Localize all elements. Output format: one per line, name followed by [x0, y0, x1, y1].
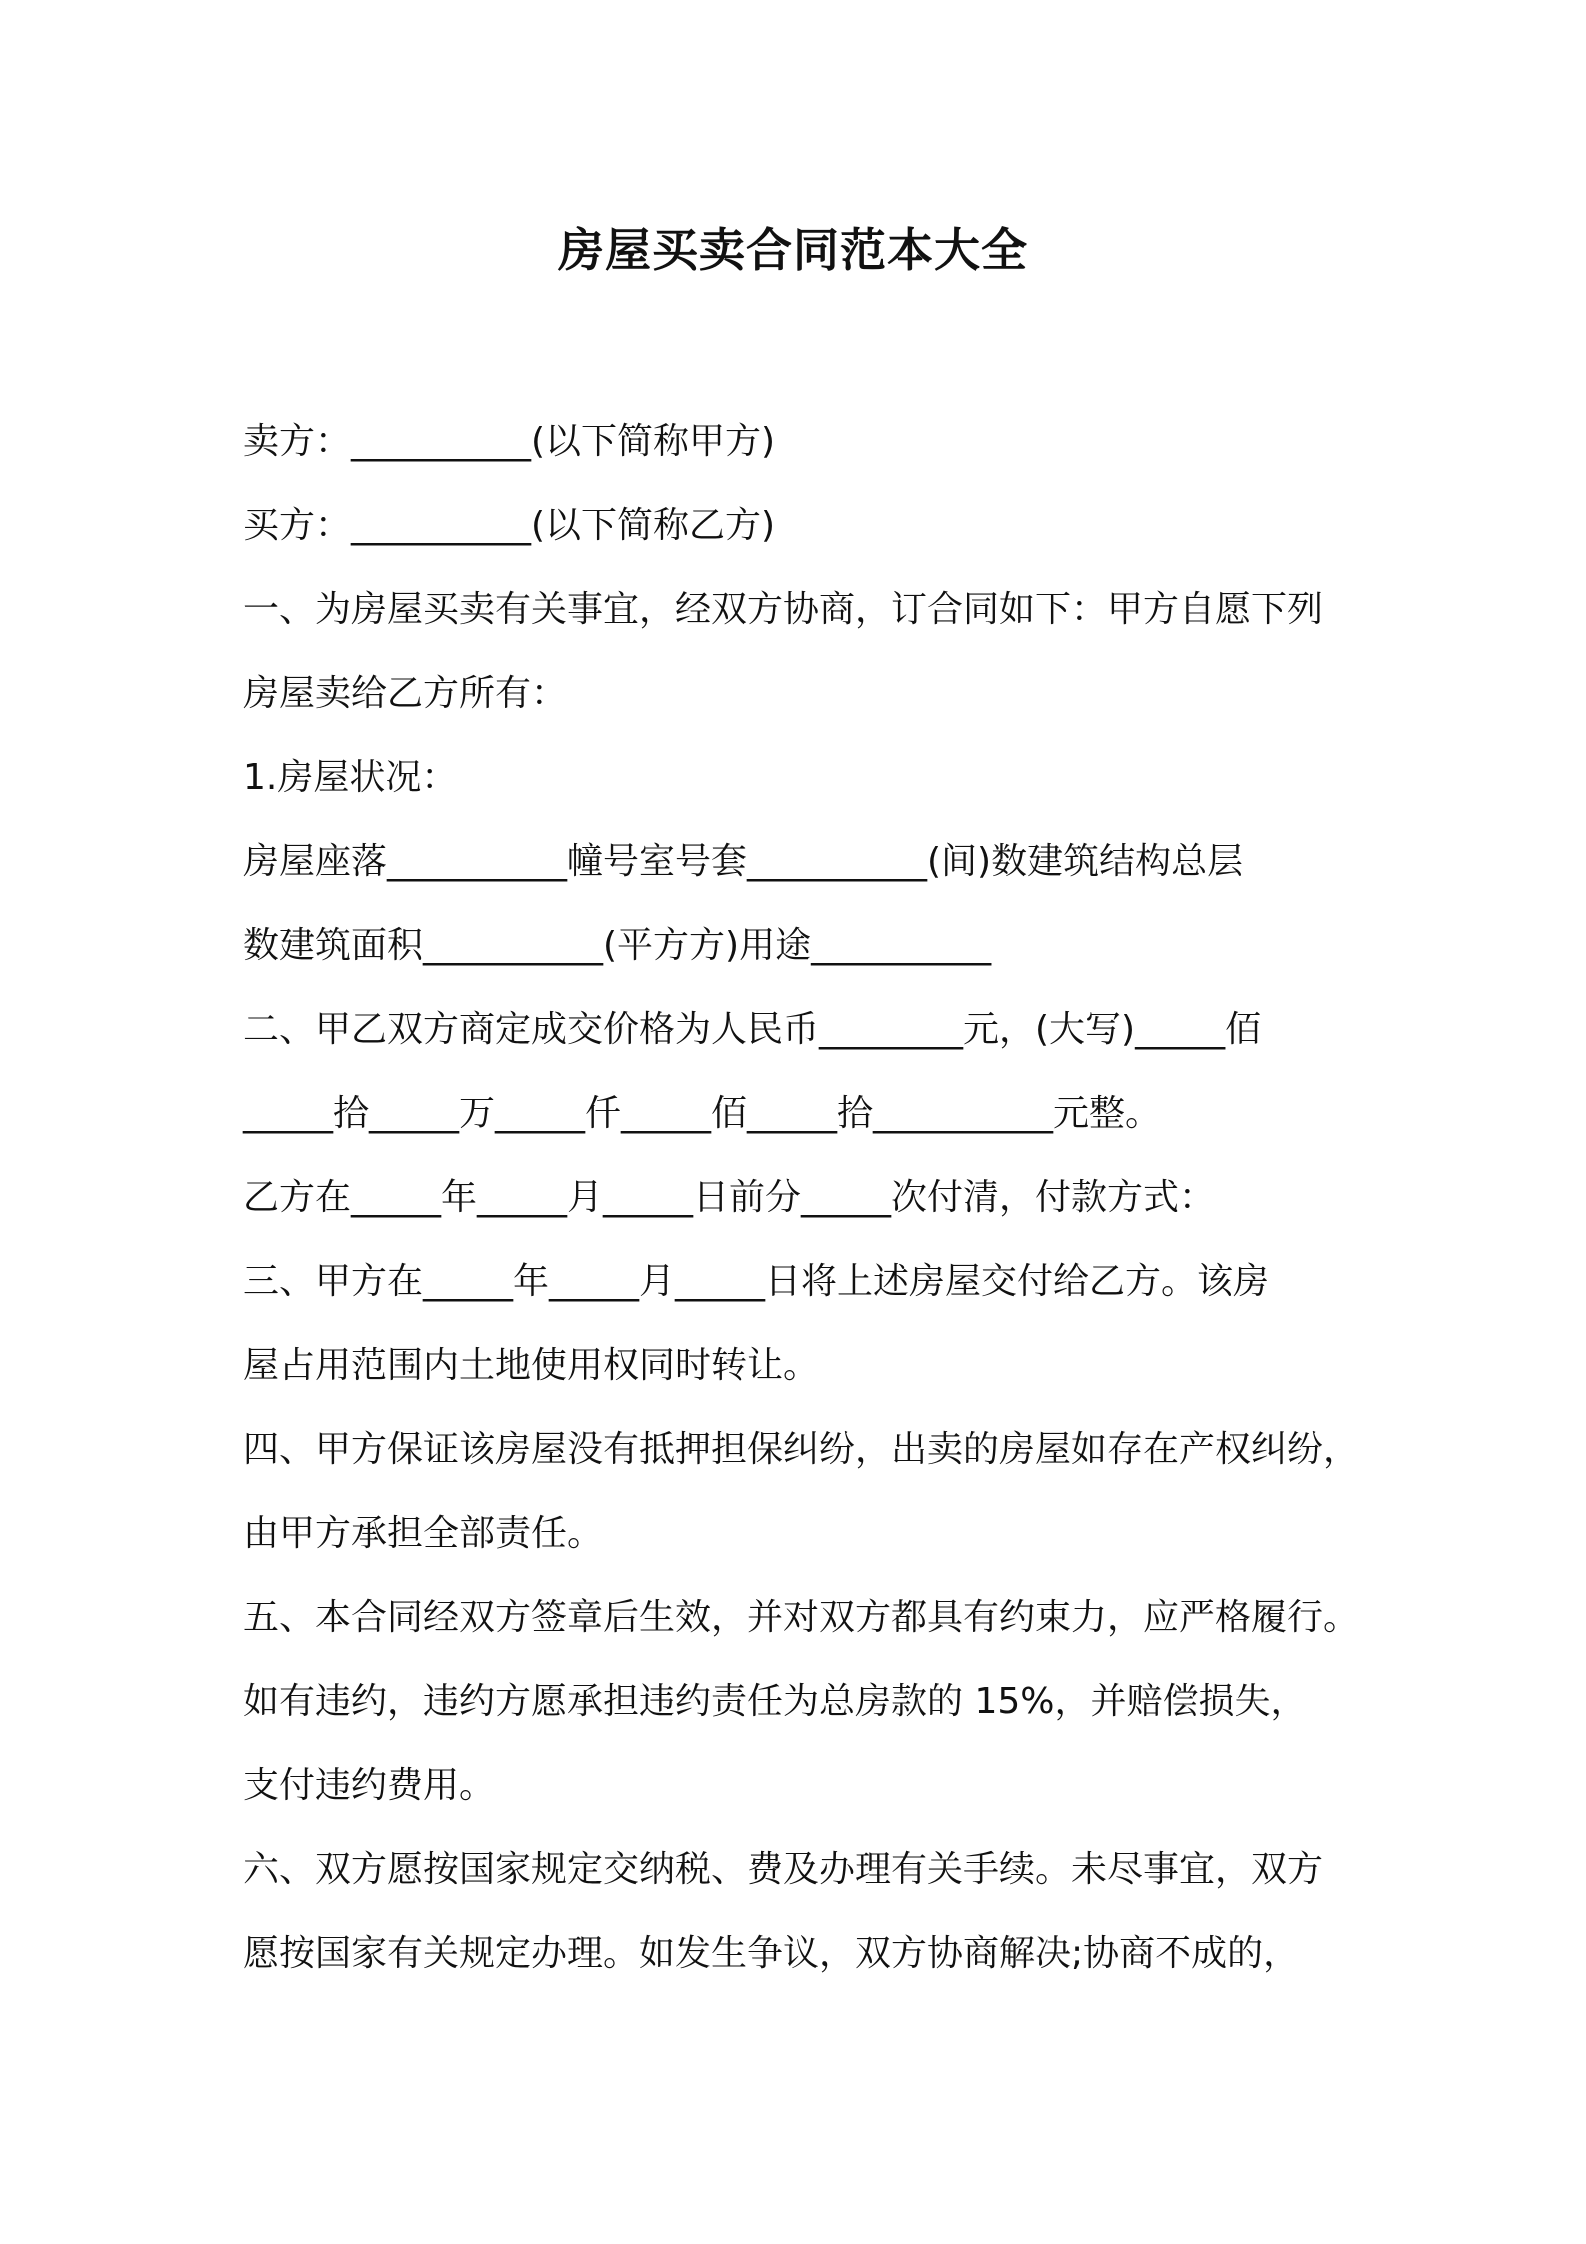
house-status-heading: 1.房屋状况：	[243, 757, 458, 798]
clause-6-line-2: 愿按国家有关规定办理。如发生争议，双方协商解决;协商不成的，	[243, 1933, 1300, 1974]
clause-1-line-2: 房屋卖给乙方所有：	[243, 673, 568, 714]
clause-5-line-2: 如有违约，违约方愿承担违约责任为总房款的 15%，并赔偿损失，	[243, 1681, 1307, 1722]
clause-3-line-1: 三、甲方在_____年_____月_____日将上述房屋交付给乙方。该房	[243, 1261, 1270, 1302]
house-status-line-2: 数建筑面积__________(平方方)用途__________	[243, 925, 992, 966]
clause-2-line-2: _____拾_____万_____仟_____佰_____拾__________元整。	[243, 1093, 1162, 1134]
clause-3-line-2: 屋占用范围内土地使用权同时转让。	[243, 1345, 820, 1386]
contract-body	[243, 400, 1363, 1996]
house-status-line-1: 房屋座落__________幢号室号套__________(间)数建筑结构总层	[243, 841, 1244, 882]
clause-6-line-1: 六、双方愿按国家规定交纳税、费及办理有关手续。未尽事宜，双方	[243, 1849, 1324, 1890]
clause-5-line-3: 支付违约费用。	[243, 1765, 496, 1806]
payment-line: 乙方在_____年_____月_____日前分_____次付清，付款方式：	[243, 1177, 1216, 1218]
document-title: 房屋买卖合同范本大全	[558, 223, 1028, 277]
seller-line: 卖方：__________(以下简称甲方)	[243, 421, 776, 462]
clause-4-line-1: 四、甲方保证该房屋没有抵押担保纠纷，出卖的房屋如存在产权纠纷，	[243, 1429, 1360, 1470]
clause-1-line-1: 一、为房屋买卖有关事宜，经双方协商，订合同如下：甲方自愿下列	[243, 589, 1324, 630]
buyer-line: 买方：__________(以下简称乙方)	[243, 505, 776, 546]
clause-4-line-2: 由甲方承担全部责任。	[243, 1513, 604, 1554]
clause-5-line-1: 五、本合同经双方签章后生效，并对双方都具有约束力，应严格履行。	[243, 1597, 1360, 1638]
clause-2-line-1: 二、甲乙双方商定成交价格为人民币________元，(大写)_____佰	[243, 1009, 1262, 1050]
